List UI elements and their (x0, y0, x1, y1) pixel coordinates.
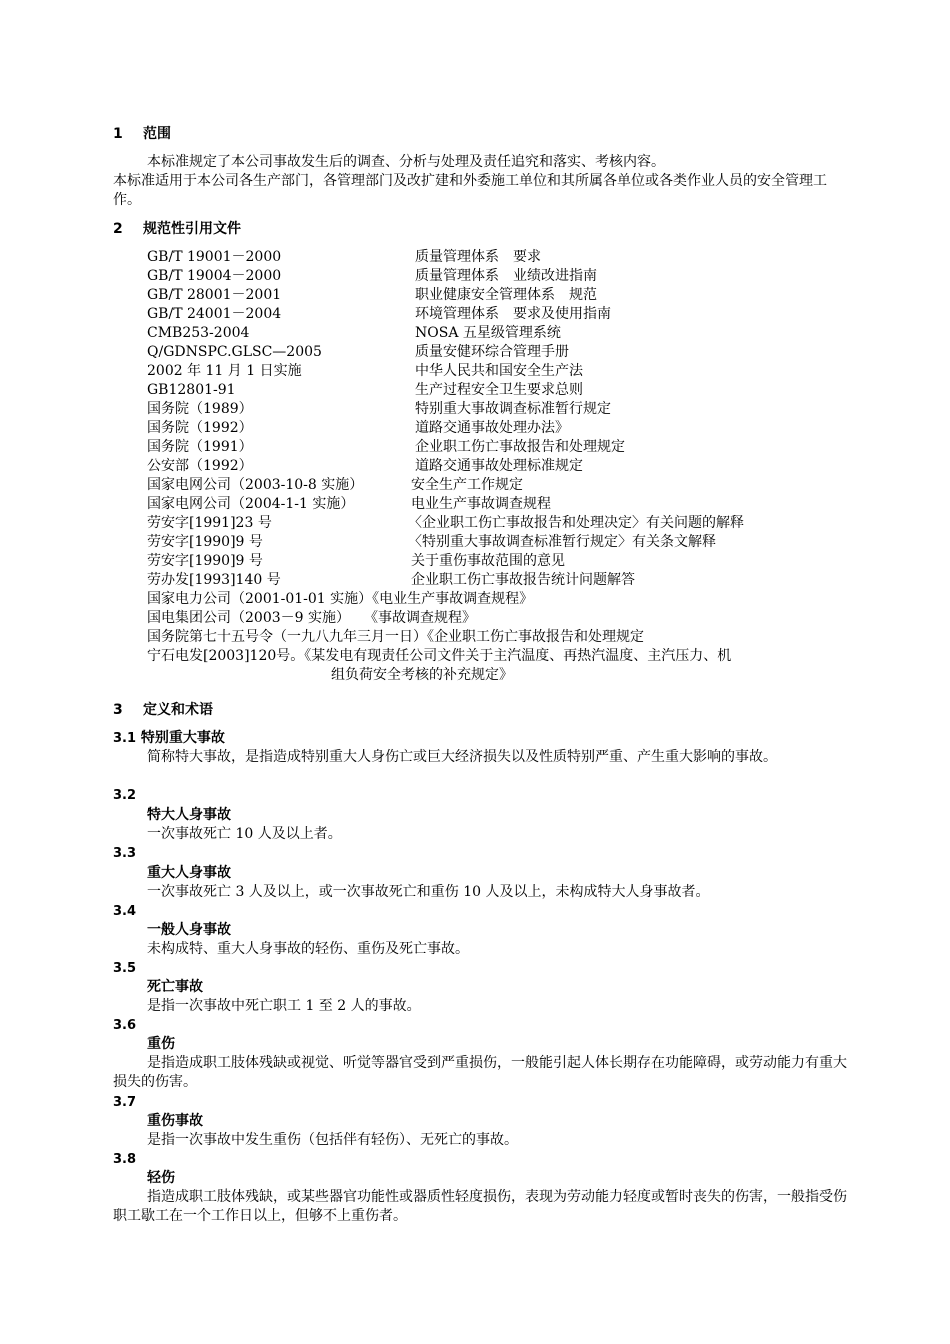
reference-name: 企业职工伤亡事故报告和处理规定 (415, 439, 625, 455)
reference-name: 电业生产事故调查规程 (411, 496, 551, 512)
definition-number: 3.5 (113, 961, 137, 976)
definition-term: 特大人身事故 (147, 807, 231, 823)
reference-code: 国家电网公司（2004-1-1 实施） (147, 496, 355, 512)
reference-code: GB/T 19001－2000 (147, 249, 282, 265)
reference-code: Q/GDNSPC.GLSC—2005 (147, 344, 322, 360)
reference-code: GB12801-91 (147, 382, 236, 398)
reference-code: GB/T 19004－2000 (147, 268, 282, 284)
reference-code: 2002 年 11 月 1 日实施 (147, 363, 302, 379)
definition-number: 3.8 (113, 1152, 137, 1167)
definition-term: 重伤事故 (147, 1113, 203, 1129)
definition-number: 3.6 (113, 1018, 137, 1033)
reference-name: 安全生产工作规定 (411, 477, 523, 493)
section-title: 范围 (143, 126, 171, 142)
reference-code: 国务院（1991） (147, 439, 253, 455)
reference-line: 宁石电发[2003]120号。《某发电有现责任公司文件关于主汽温度、再热汽温度、主汽压力、机 (147, 648, 732, 664)
reference-name: 特别重大事故调查标准暂行规定 (415, 401, 611, 417)
reference-code: 劳安字[1990]9 号 (147, 553, 263, 569)
section-number: 1 (113, 126, 123, 142)
reference-code: CMB253-2004 (147, 325, 250, 341)
reference-code: 国务院（1992） (147, 420, 253, 436)
reference-line: 国电集团公司（2003－9 实施） 《事故调查规程》 (147, 610, 476, 626)
reference-name: 质量管理体系 业绩改进指南 (415, 268, 597, 284)
reference-name: NOSA 五星级管理系统 (415, 325, 561, 341)
reference-name: 质量安健环综合管理手册 (415, 344, 569, 360)
definition-number: 3.3 (113, 846, 137, 861)
definition-3-1-heading (113, 729, 225, 748)
reference-name: 质量管理体系 要求 (415, 249, 541, 265)
reference-name: 职业健康安全管理体系 规范 (415, 287, 597, 303)
reference-code: 劳办发[1993]140 号 (147, 572, 281, 588)
scope-paragraph-1: 本标准规定了本公司事故发生后的调查、分析与处理及责任追究和落实、考核内容。 (147, 154, 665, 170)
reference-code: GB/T 28001－2001 (147, 287, 282, 303)
definition-text: 是指一次事故中发生重伤（包括伴有轻伤）、无死亡的事故。 (147, 1132, 518, 1148)
definition-number: 3.2 (113, 788, 137, 803)
reference-code: 国务院（1989） (147, 401, 253, 417)
definition-term: 一般人身事故 (147, 922, 231, 938)
section-title: 规范性引用文件 (143, 221, 241, 237)
section-2-heading (113, 220, 241, 238)
definition-term: 死亡事故 (147, 979, 203, 995)
reference-name: 〈特别重大事故调查标准暂行规定〉有关条文解释 (408, 534, 716, 550)
section-number: 3 (113, 702, 123, 718)
definition-text: 指造成职工肢体残缺，或某些器官功能性或器质性轻度损伤，表现为劳动能力轻度或暂时丧失的伤害，一般指受伤职工歇工在一个工作日以上，但够不上重伤者。 (113, 1189, 847, 1224)
reference-name: 道路交通事故处理标准规定 (415, 458, 583, 474)
section-number: 2 (113, 221, 123, 237)
definition-text: 未构成特、重大人身事故的轻伤、重伤及死亡事故。 (147, 941, 469, 957)
section-title: 定义和术语 (143, 702, 213, 718)
definition-number: 3.7 (113, 1095, 137, 1110)
definition-number: 3.4 (113, 904, 137, 919)
reference-line: 国家电力公司（2001-01-01 实施）《电业生产事故调查规程》 (147, 591, 534, 607)
reference-code: 国家电网公司（2003-10-8 实施） (147, 477, 364, 493)
definition-text: 一次事故死亡 10 人及以上者。 (147, 826, 342, 842)
reference-line-continued: 组负荷安全考核的补充规定》 (331, 667, 513, 683)
reference-name: 生产过程安全卫生要求总则 (415, 382, 583, 398)
section-1-heading (113, 125, 171, 143)
reference-name: 道路交通事故处理办法》 (415, 420, 569, 436)
definition-number: 3.1 (113, 731, 137, 746)
scope-paragraph-2: 本标准适用于本公司各生产部门，各管理部门及改扩建和外委施工单位和其所属各单位或各类作业人员的安全管理工作。 (113, 173, 827, 208)
definition-term: 轻伤 (147, 1170, 175, 1186)
definition-text: 一次事故死亡 3 人及以上，或一次事故死亡和重伤 10 人及以上，未构成特大人身事故者。 (147, 884, 710, 900)
definition-text: 是指一次事故中死亡职工 1 至 2 人的事故。 (147, 998, 421, 1014)
reference-code: 劳安字[1991]23 号 (147, 515, 272, 531)
definition-term: 特别重大事故 (140, 730, 225, 746)
section-3-heading (113, 701, 213, 719)
reference-name: 关于重伤事故范围的意见 (411, 553, 565, 569)
definition-term: 重大人身事故 (147, 865, 231, 881)
reference-line: 国务院第七十五号令（一九八九年三月一日）《企业职工伤亡事故报告和处理规定 (147, 629, 644, 645)
reference-name: 企业职工伤亡事故报告统计问题解答 (411, 572, 635, 588)
reference-code: 公安部（1992） (147, 458, 253, 474)
definition-term: 重伤 (147, 1036, 175, 1052)
reference-name: 环境管理体系 要求及使用指南 (415, 306, 611, 322)
reference-code: 劳安字[1990]9 号 (147, 534, 263, 550)
reference-code: GB/T 24001－2004 (147, 306, 282, 322)
definition-text: 简称特大事故，是指造成特别重大人身伤亡或巨大经济损失以及性质特别严重、产生重大影响的事故。 (147, 749, 777, 765)
reference-name: 〈企业职工伤亡事故报告和处理决定〉有关问题的解释 (408, 515, 744, 531)
reference-name: 中华人民共和国安全生产法 (415, 363, 583, 379)
definition-text: 是指造成职工肢体残缺或视觉、听觉等器官受到严重损伤，一般能引起人体长期存在功能障碍，或劳动能力有重大损失的伤害。 (113, 1055, 847, 1090)
